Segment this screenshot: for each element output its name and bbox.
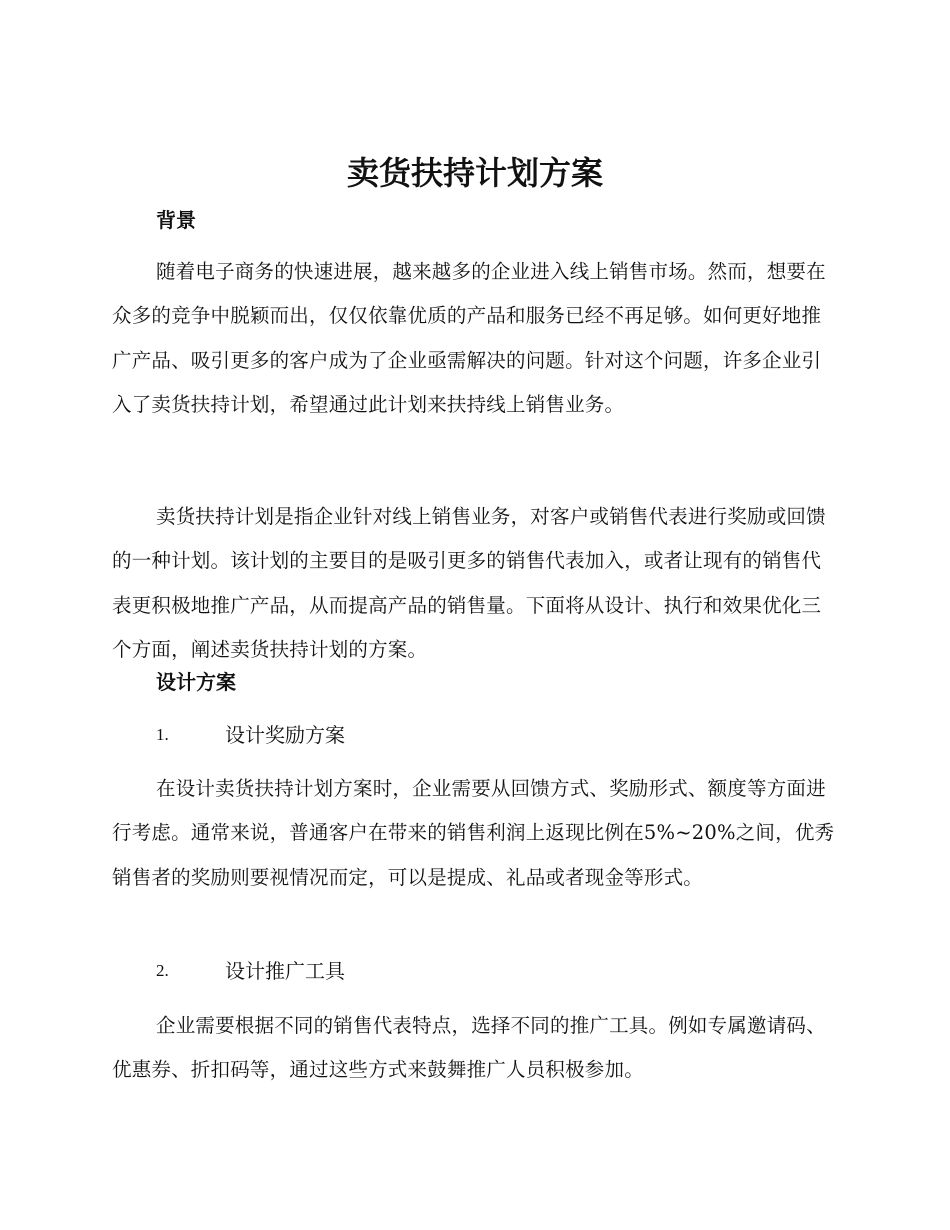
paragraph-promotion-tools: 企业需要根据不同的销售代表特点，选择不同的推广工具。例如专属邀请码、优惠券、折扣码等，通过这些方式来鼓舞推广人员积极参加。 xyxy=(112,1014,826,1082)
list-number: 1. xyxy=(156,725,169,744)
list-number: 2. xyxy=(156,961,169,980)
paragraph-background-2: 卖货扶持计划是指企业针对线上销售业务，对客户或销售代表进行奖励或回馈的一种计划。该计划的主要目的是吸引更多的销售代表加入，或者让现有的销售代表更积极地推广产品，从而提高产品的销售量。下面将从设计、执行和效果优化三个方面，阐述卖货扶持计划的方案。 xyxy=(112,505,826,661)
paragraph-background-1: 随着电子商务的快速进展，越来越多的企业进入线上销售市场。然而，想要在众多的竞争中脱颖而出，仅仅依靠优质的产品和服务已经不再足够。如何更好地推广产品、吸引更多的客户成为了企业亟需解决的问题。针对这个问题，许多企业引入了卖货扶持计划，希望通过此计划来扶持线上销售业务。 xyxy=(112,260,826,416)
list-label: 设计推广工具 xyxy=(225,959,345,983)
section-heading-background: 背景 xyxy=(156,208,196,232)
section-heading-design: 设计方案 xyxy=(156,670,236,694)
list-label: 设计奖励方案 xyxy=(225,723,345,747)
paragraph-reward-plan: 在设计卖货扶持计划方案时，企业需要从回馈方式、奖励形式、额度等方面进行考虑。通常来说，普通客户在带来的销售利润上返现比例在5%~20%之间，优秀销售者的奖励则要视情况而定，可以是提成、礼品或者现金等形式。 xyxy=(112,777,835,889)
document-title: 卖货扶持计划方案 xyxy=(346,154,603,192)
